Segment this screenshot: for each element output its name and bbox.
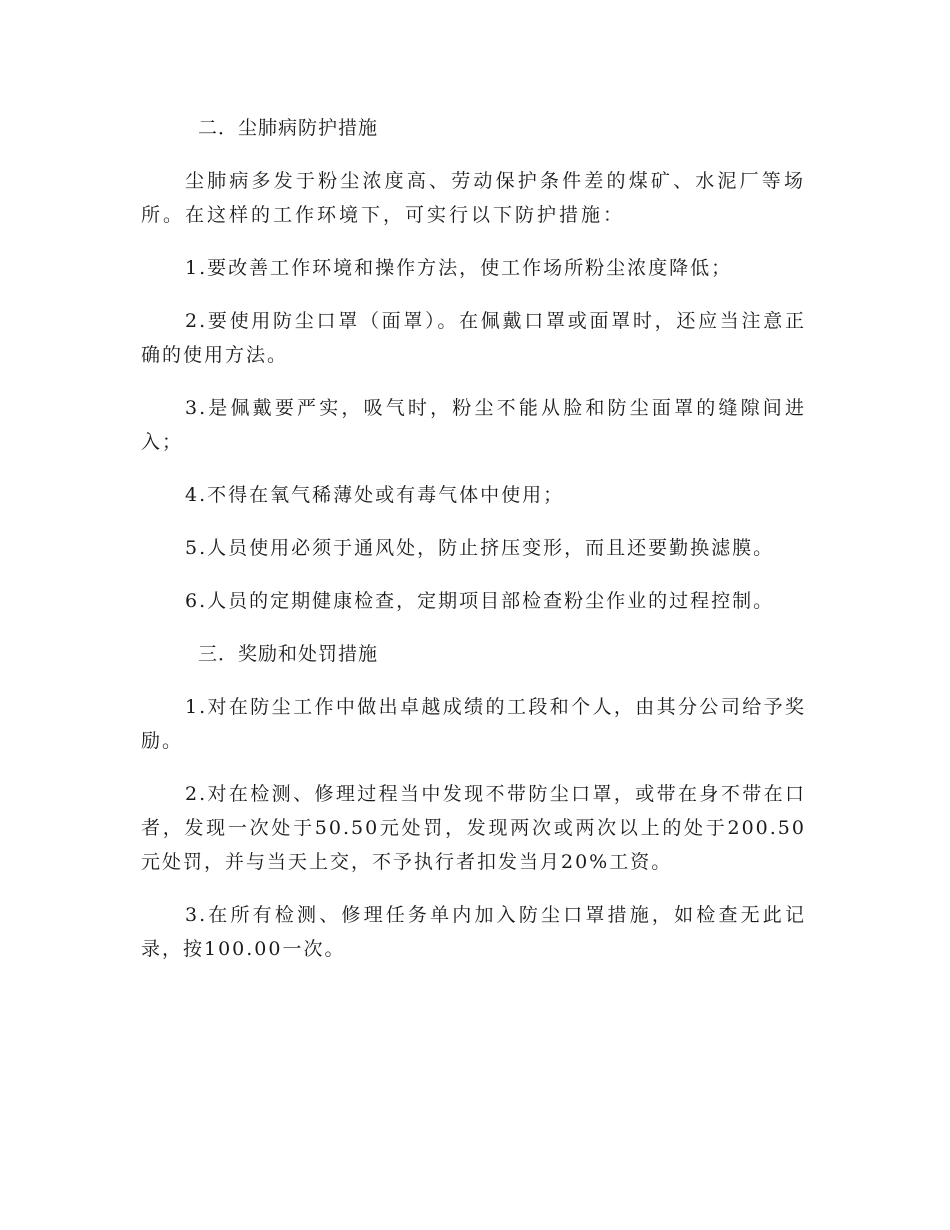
protection-item-3: 3.是佩戴要严实，吸气时，粉尘不能从脸和防尘面罩的缝隙间进入； [141,397,806,453]
penalty-item-2: 2.对在检测、修理过程当中发现不带防尘口罩，或带在身不带在口者，发现一次处于50.50元处罚，发现两次或两次以上的处于200.50元处罚，并与当天上交，不予执行者扣发当月20%工资。 [141,783,806,873]
section-heading-pneumoconiosis-protection: 二．尘肺病防护措施 [198,117,379,139]
section-intro-paragraph: 尘肺病多发于粉尘浓度高、劳动保护条件差的煤矿、水泥厂等场所。在这样的工作环境下，可实行以下防护措施： [141,170,806,226]
protection-item-1: 1.要改善工作环境和操作方法，使工作场所粉尘浓度降低； [185,257,733,279]
protection-item-5: 5.人员使用必须于通风处，防止挤压变形，而且还要勤换滤膜。 [185,537,775,559]
section-heading-rewards-penalties: 三．奖励和处罚措施 [198,643,379,665]
document-body [141,111,806,985]
protection-item-6: 6.人员的定期健康检查，定期项目部检查粉尘作业的过程控制。 [185,590,775,612]
record-item-3: 3.在所有检测、修理任务单内加入防尘口罩措施，如检查无此记录，按100.00一次。 [141,904,806,960]
protection-item-4: 4.不得在氧气稀薄处或有毒气体中使用； [185,484,565,506]
reward-item-1: 1.对在防尘工作中做出卓越成绩的工段和个人，由其分公司给予奖励。 [141,696,806,752]
protection-item-2: 2.要使用防尘口罩（面罩）。在佩戴口罩或面罩时，还应当注意正确的使用方法。 [141,310,806,366]
